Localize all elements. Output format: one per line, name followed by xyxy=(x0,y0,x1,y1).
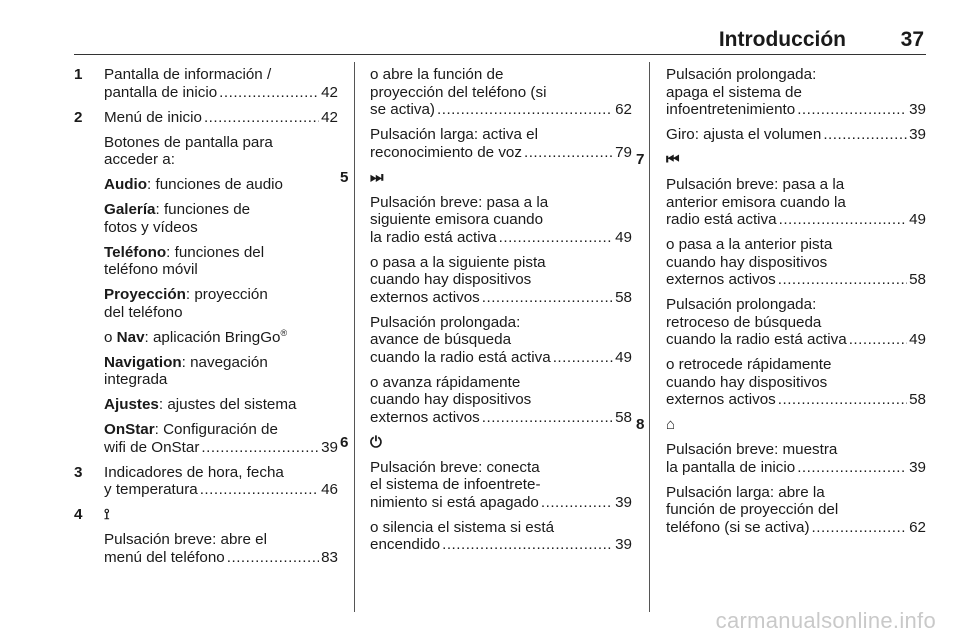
page-ref[interactable]: 83 xyxy=(321,548,338,566)
section-title: Introducción xyxy=(718,28,846,51)
watermark: carmanualsonline.info xyxy=(715,608,936,633)
navigation-desc: Navigation: navegación integrada xyxy=(104,353,268,388)
entry-3: 3 Indicadores de hora, fecha y temperatura ..... 46 xyxy=(74,464,338,499)
column-1 xyxy=(74,66,338,574)
previous-track-icon: ⏮ xyxy=(666,151,680,168)
page-ref[interactable]: 62 xyxy=(615,101,632,118)
entry-4: 4 ⟟ Pulsación breve: abre el menú del teléfono ..... 83 xyxy=(74,506,338,566)
power-icon: ⏻ xyxy=(370,433,382,451)
page-ref[interactable]: 39 xyxy=(909,458,926,476)
entry-2: 2 Menú de inicio ..... 42 Botones de pantalla para acceder a: Audio: funciones de audio Galería: funciones de fotos y vídeos Teléfono: funciones del teléfono móvil Proyección: proyección del teléfono o Nav: aplicación BringGo® Navigation: navegación integrada Ajustes: ajustes del sistema OnStar: Configuración de wifi de OnStar ..... 39 xyxy=(74,109,338,457)
ajustes-desc: Ajustes: ajustes del sistema xyxy=(104,396,297,413)
entry-number: 2 xyxy=(74,108,83,126)
proyeccion-desc: Proyección: proyección del teléfono xyxy=(104,286,268,321)
page-ref[interactable]: 39 xyxy=(909,126,926,143)
column-2: o abre la función de proyección del teléfono (si se activa) ..... 62 Pulsación larga: activa el reconocimiento de voz ..... 79 5 ⏭ Pulsación breve: pasa a la siguiente emisora cuando la radio está activa ..... 49 o pasa a la siguiente pista cuando hay dispositivos externos activos ..... 58 Pulsación prolongada: avance de búsqueda cuando la radio está activa ..... 49 o avanza rápidamente cuando hay dispositivos externos activos ..... 58 6 ⏻ Pulsación breve: conecta el sistema de infoentrete- nimiento si está apagado ..... 39 o silencia el sistema si está encendido ..... 39 xyxy=(370,66,632,561)
page-ref[interactable]: 62 xyxy=(909,518,926,536)
entry-7: 7 ⏮ Pulsación breve: pasa a la anterior emisora cuando la radio está activa ..... 49 o pasa a la anterior pista cuando hay dispositivos externos activos ..... 58 Pulsación prolongada: retroceso de búsqueda cuando la radio está activa ..... 49 o retrocede rápidamente cuando hay dispositivos externos activos ..... 58 xyxy=(636,151,926,409)
telefono-desc: Teléfono: funciones del teléfono móvil xyxy=(104,243,265,278)
entry-number: 8 xyxy=(636,416,645,433)
page-ref[interactable]: 49 xyxy=(909,331,926,348)
page-ref[interactable]: 58 xyxy=(909,271,926,288)
page-ref[interactable]: 58 xyxy=(615,408,632,426)
page-ref[interactable]: 39 xyxy=(615,493,632,511)
entry-number: 5 xyxy=(340,168,349,186)
page-ref[interactable]: 39 xyxy=(909,101,926,118)
entry-1: 1 Pantalla de información / pantalla de inicio ..... 42 xyxy=(74,66,338,101)
page-ref[interactable]: 42 xyxy=(321,83,338,101)
entry-5: 5 ⏭ Pulsación breve: pasa a la siguiente emisora cuando la radio está activa ..... 49 o pasa a la siguiente pista cuando hay dispositivos externos activos ..... 58 Pulsación prolongada: avance de búsqueda cuando la radio está activa ..... 49 o avanza rápidamente cuando hay dispositivos externos activos ..... 58 xyxy=(340,169,632,427)
page-ref[interactable]: 79 xyxy=(615,143,632,161)
next-track-icon: ⏭ xyxy=(370,168,384,186)
entry-number: 1 xyxy=(74,66,83,83)
page-ref[interactable]: 49 xyxy=(909,211,926,228)
entry-number: 6 xyxy=(340,433,349,451)
home-icon: ⌂ xyxy=(666,416,676,433)
page-number: 37 xyxy=(900,28,924,51)
nav-desc: o Nav: aplicación BringGo® xyxy=(104,327,288,346)
audio-desc: Audio: funciones de audio xyxy=(104,176,283,193)
page-ref[interactable]: 46 xyxy=(321,481,338,498)
phone-icon: ⟟ xyxy=(104,506,110,523)
page-ref[interactable]: 49 xyxy=(615,348,632,366)
galeria-desc: Galería: funciones de fotos y vídeos xyxy=(104,201,251,236)
page-ref[interactable]: 42 xyxy=(321,108,338,126)
entry-number: 3 xyxy=(74,463,83,481)
column-3: Pulsación prolongada: apaga el sistema de infoentretenimiento ..... 39 Giro: ajusta el volumen ..... 39 7 ⏮ Pulsación breve: pasa a la anterior emisora cuando la radio está activa ..... 49 o pasa a la anterior pista cuando hay dispositivos externos activos ..... 58 Pulsación prolongada: retroceso de búsqueda cuando la radio está activa ..... 49 o retrocede rápidamente cuando hay dispositivos externos activos ..... 58 8 ⌂ Pulsación breve: muestra la pantalla de inicio ..... 39 Pulsación larga: abre la función de proyección del teléfono (si se activa) ..... 62 xyxy=(666,66,926,544)
entry-6: 6 ⏻ Pulsación breve: conecta el sistema de infoentrete- nimiento si está apagado ..... 39 o silencia el sistema si está encendido ..... 39 xyxy=(340,434,632,554)
page-header xyxy=(74,26,926,55)
page-ref[interactable]: 49 xyxy=(615,228,632,246)
entry-number: 4 xyxy=(74,506,83,523)
page-ref[interactable]: 58 xyxy=(909,391,926,408)
page-ref[interactable]: 58 xyxy=(615,288,632,306)
page-ref[interactable]: 39 xyxy=(321,438,338,456)
entry-number: 7 xyxy=(636,151,645,168)
entry-8: 8 ⌂ Pulsación breve: muestra la pantalla de inicio ..... 39 Pulsación larga: abre la función de proyección del teléfono (si se activa) ..... 62 xyxy=(636,416,926,536)
onstar-desc: OnStar: Configuración de wifi de OnStar ..... 39 xyxy=(104,421,338,456)
page-ref[interactable]: 39 xyxy=(615,536,632,553)
